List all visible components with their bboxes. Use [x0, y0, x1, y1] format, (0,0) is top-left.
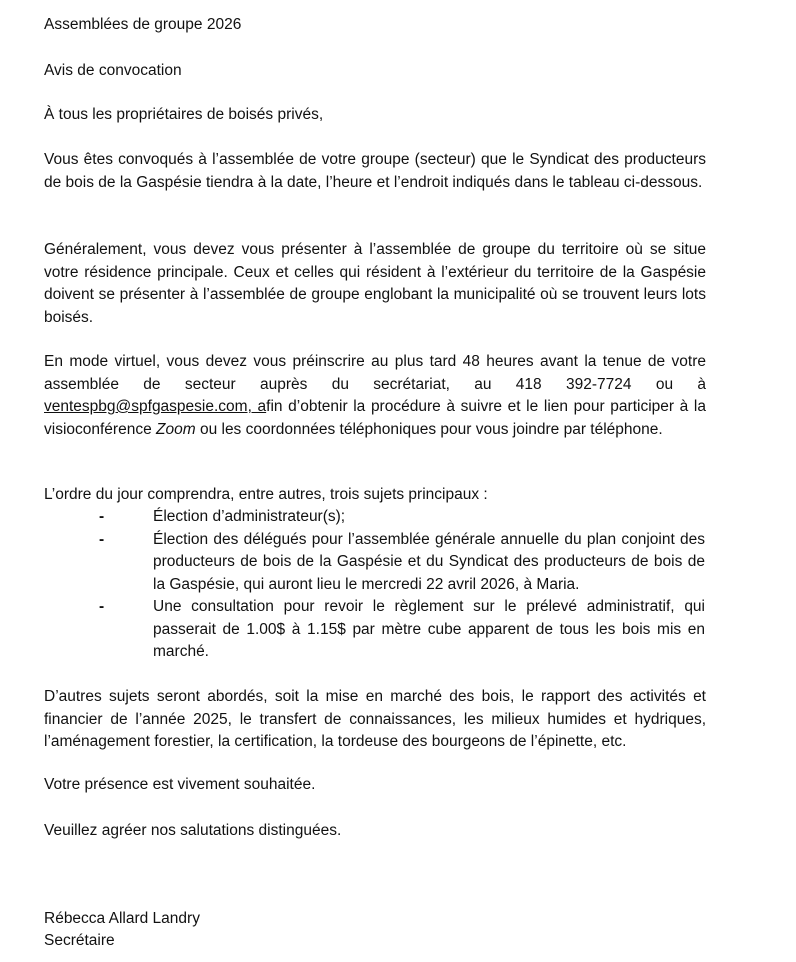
zoom-label: Zoom [156, 420, 196, 438]
document-title: Assemblées de groupe 2026 [44, 16, 242, 33]
document-subject: Avis de convocation [44, 62, 182, 79]
agenda-item-text: Élection d’administrateur(s); [153, 508, 346, 525]
paragraph-territory: Généralement, vous devez vous présenter à l’assemblée de groupe du territoire où se situe votre résidence principale. Ceux et celles qui résident à l’extérieur du territoire de la Gaspésie doivent se présenter à l’assemblée de groupe englobant la municipalité où se trouvent leurs lots boisés. [44, 241, 706, 326]
bullet-dash-icon: - [99, 530, 105, 548]
agenda-list [44, 506, 724, 664]
agenda-section [44, 484, 724, 664]
email-link[interactable]: ventespbg@spfgaspesie.com, a [44, 398, 267, 415]
agenda-intro: L’ordre du jour comprendra, entre autres, trois sujets principaux : [44, 486, 488, 503]
paragraph-virtual-mode [44, 351, 706, 441]
signature-block [44, 908, 200, 952]
agenda-item [44, 596, 705, 664]
agenda-item-text: Élection des délégués pour l’assemblée générale annuelle du plan conjoint des producteurs de bois de la Gaspésie et du Syndicat des producteurs de bois de la Gaspésie, qui auront lieu le mercredi 22 avril 2026, à Maria. [153, 530, 705, 593]
agenda-item-text: Une consultation pour revoir le règlement sur le prélevé administratif, qui passerait de 1.00$ à 1.15$ par mètre cube apparent de tous les bois mis en marché. [153, 598, 705, 660]
paragraph-convocation: Vous êtes convoqués à l’assemblée de votre groupe (secteur) que le Syndicat des producteurs de bois de la Gaspésie tiendra à la date, l’heure et l’endroit indiqués dans le tableau ci-dessous. [44, 151, 706, 191]
signature-name: Rébecca Allard Landry [44, 910, 200, 927]
bullet-dash-icon: - [99, 598, 105, 615]
presence-line: Votre présence est vivement souhaitée. [44, 776, 316, 793]
regards-line: Veuillez agréer nos salutations distinguées. [44, 822, 342, 839]
bullet-dash-icon: - [99, 508, 105, 525]
virtual-text-middle: fin d’obtenir la procédure à suivre et le lien pour participer à la visioconférence [44, 398, 706, 438]
signature-role: Secrétaire [44, 932, 115, 949]
agenda-item [44, 506, 705, 529]
agenda-item [44, 529, 705, 597]
virtual-text-end: ou les coordonnées téléphoniques pour vous joindre par téléphone. [195, 420, 663, 438]
virtual-text-start: En mode virtuel, vous devez vous préinscrire au plus tard 48 heures avant la tenue de votre assemblée de secteur auprès du secrétariat, au 418 392-7724 ou à [44, 353, 706, 393]
paragraph-other-topics: D’autres sujets seront abordés, soit la mise en marché des bois, le rapport des activités et financier de l’année 2025, le transfert de connaissances, les milieux humides et hydriques, l’aménagement forestier, la certification, la tordeuse des bourgeons de l’épinette, etc. [44, 688, 706, 750]
salutation: À tous les propriétaires de boisés privés, [44, 106, 324, 123]
